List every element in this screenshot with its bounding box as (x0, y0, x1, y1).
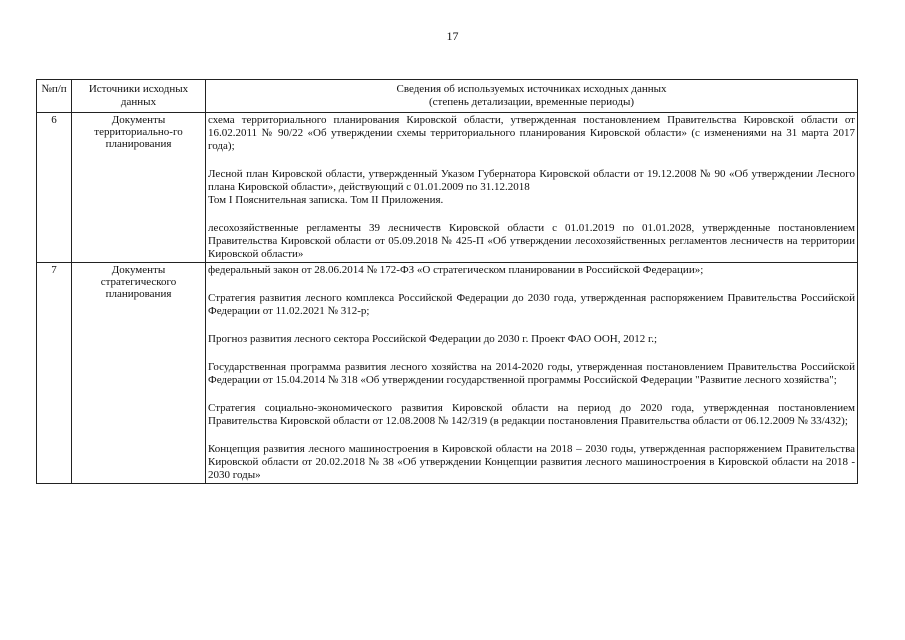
source-entry: Прогноз развития лесного сектора Российской Федерации до 2030 г. Проект ФАО ООН, 2012 г.; (208, 333, 658, 345)
source-entry (208, 168, 855, 207)
table-header-row (37, 80, 858, 113)
table-row (37, 263, 858, 484)
source-entry: Государственная программа развития лесного хозяйства на 2014-2020 годы, утвержденная постановлением Правительства Российской Федерации от 15.04.2014 № 318 «Об утверждении государственной программы Российской Федерации "Развитие лесного хозяйства"; (208, 361, 855, 386)
page-number: 17 (446, 29, 459, 43)
header-description-line1: Сведения об используемых источниках исходных данных (396, 83, 667, 95)
row-number: 7 (37, 263, 72, 484)
source-entry-line: Лесной план Кировской области, утвержденный Указом Губернатора Кировской области от 19.12.2008 № 90 «Об утверждении Лесного плана Кировской области», действующий с 01.01.2009 по 31.12.2018 (208, 168, 855, 193)
source-entry: федеральный закон от 28.06.2014 № 172-ФЗ «О стратегическом планировании в Российской Федерации»; (208, 264, 704, 276)
source-entry: лесохозяйственные регламенты 39 лесничеств Кировской области с 01.01.2019 по 01.01.2028, утвержденные постановлением Правительства Кировской области от 05.09.2018 № 425-П «Об утверждении лесохозяйственных регламентов лесничеств на территории Кировской области» (208, 222, 855, 260)
row-number: 6 (37, 113, 72, 263)
source-entry-line: Том I Пояснительная записка. Том II Приложения. (208, 194, 444, 206)
source-entry: Стратегия социально-экономического развития Кировской области на период до 2020 года, утвержденная постановлением Правительства Кировской области от 12.08.2008 № 142/319 (в редакции постановления Правительства области от 06.12.2009 № 33/432); (208, 402, 855, 427)
header-description (206, 80, 858, 113)
source-name: Документы территориально-го планирования (72, 113, 206, 263)
sources-table (36, 79, 858, 484)
source-entry: схема территориального планирования Кировской области, утвержденная постановлением Правительства Кировской области от 16.02.2011 № 90/22 «Об утверждении схемы территориального планирования Кировской области» (с изменениями на 31 марта 2017 года); (208, 114, 855, 152)
header-source: Источники исходных данных (72, 80, 206, 113)
source-entry: Концепция развития лесного машиностроения в Кировской области на 2018 – 2030 годы, утвержденная распоряжением Правительства Кировской области от 20.02.2018 № 38 «Об утверждении Концепции развития лесного машиностроения в Кировской области на 2018 - 2030 годы» (208, 443, 855, 481)
source-details (206, 113, 858, 263)
source-entry: Стратегия развития лесного комплекса Российской Федерации до 2030 года, утвержденная распоряжением Правительства Российской Федерации от 11.02.2021 № 312-р; (208, 292, 855, 317)
table-row (37, 113, 858, 263)
source-name: Документы стратегического планирования (72, 263, 206, 484)
source-details (206, 263, 858, 484)
header-num: №п/п (37, 80, 72, 113)
header-description-line2: (степень детализации, временные периоды) (428, 96, 635, 108)
